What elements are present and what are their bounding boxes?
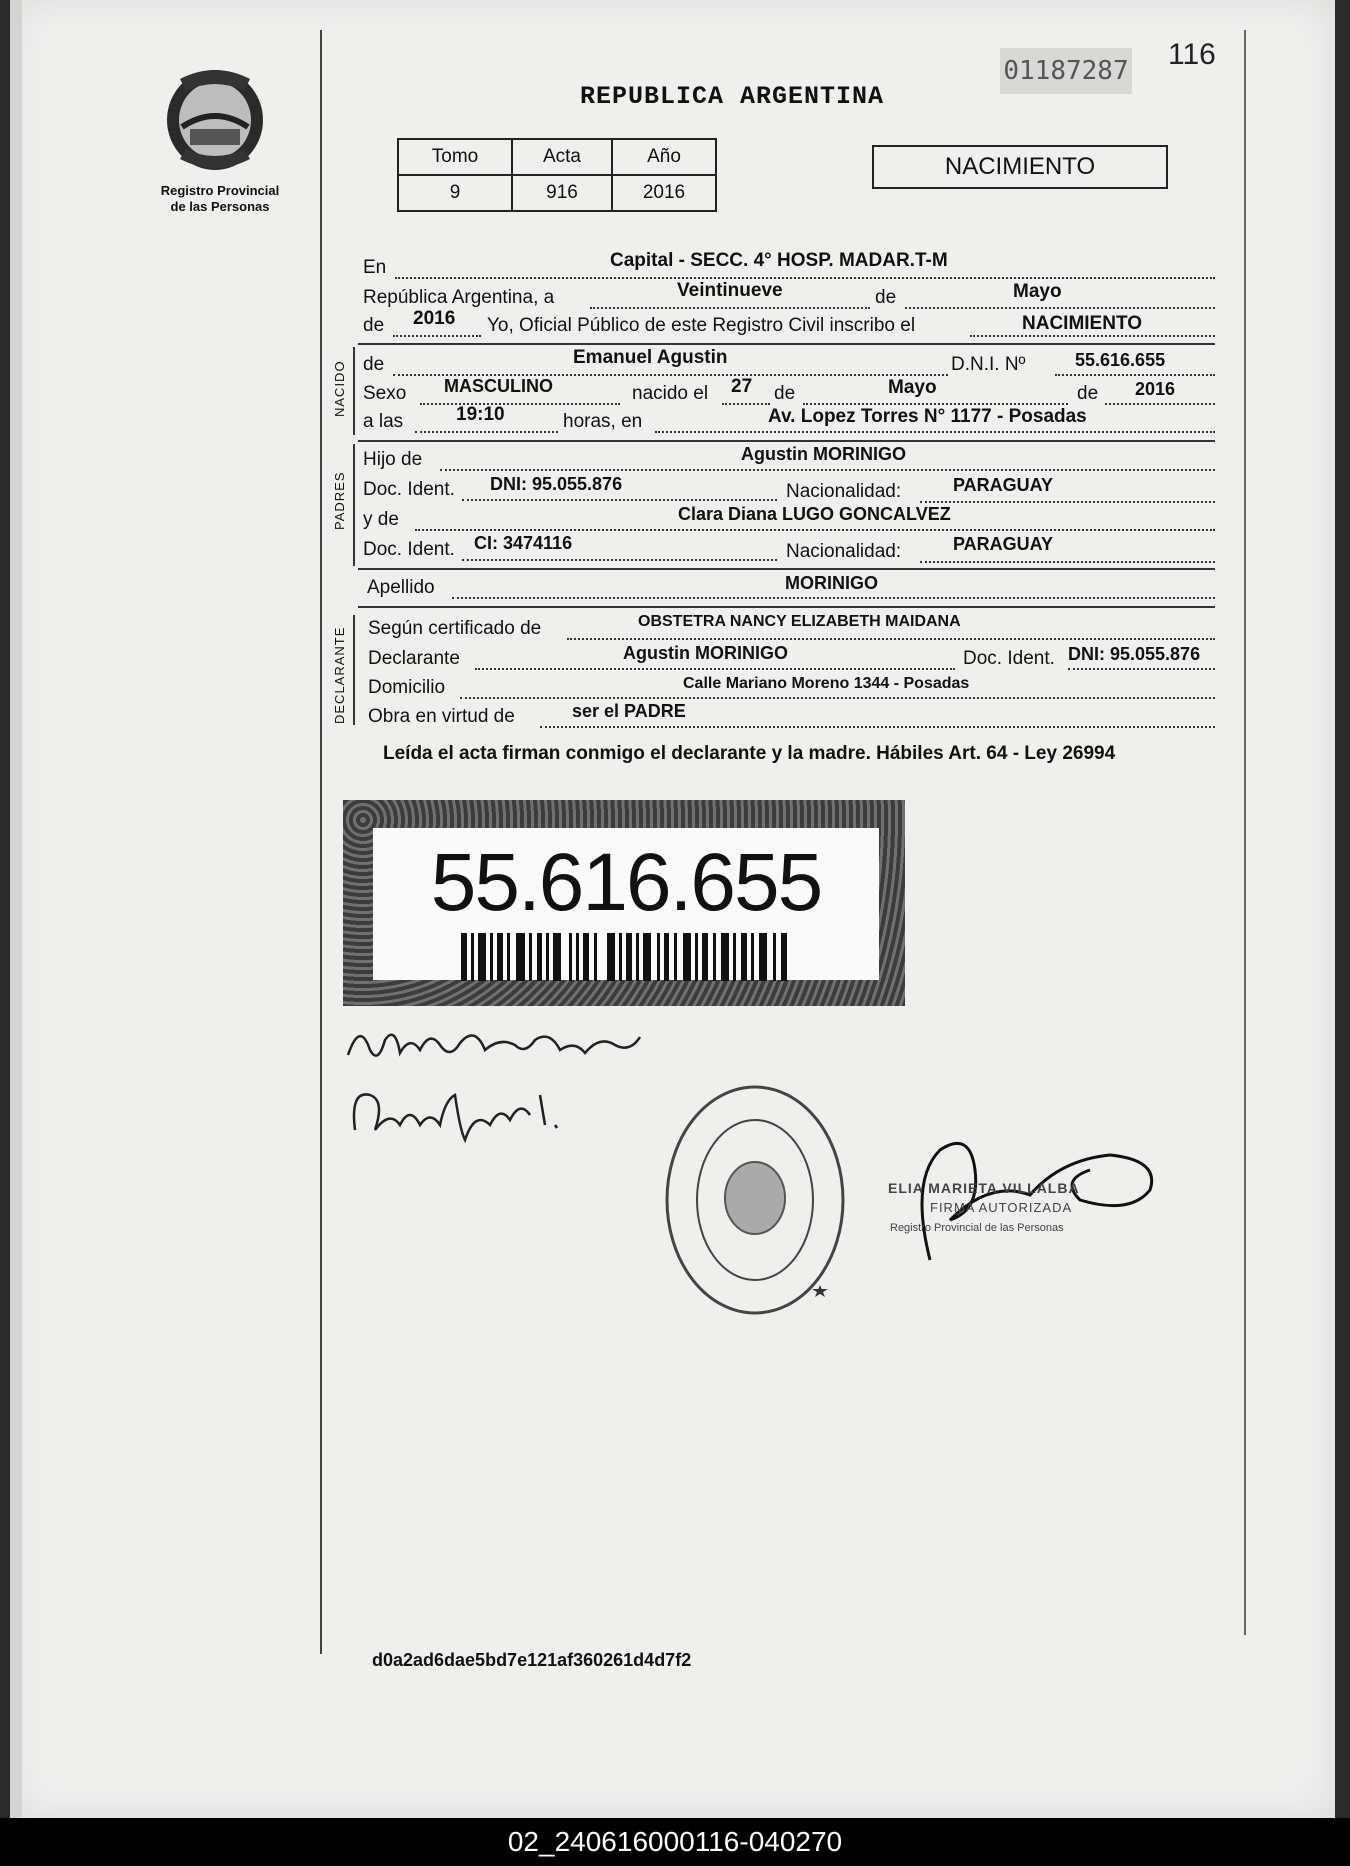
page-edge <box>10 0 22 1818</box>
scan-footer-id: 02_240616000116-040270 <box>0 1818 1350 1866</box>
republica-label: República Argentina, a <box>363 287 555 308</box>
mother-nationality-value: PARAGUAY <box>953 534 1054 554</box>
mother-signature <box>345 1080 585 1150</box>
oficial-text: Yo, Oficial Público de este Registro Civil inscribo el <box>487 315 916 336</box>
document-hash: d0a2ad6dae5bd7e121af360261d4d7f2 <box>372 1650 692 1670</box>
apellido-value: MORINIGO <box>785 573 878 593</box>
father-nationality-value: PARAGUAY <box>953 475 1054 495</box>
certificado-label: Según certificado de <box>368 618 542 639</box>
dotted-line <box>462 499 777 501</box>
sexo-value: MASCULINO <box>444 376 553 396</box>
barcode-icon <box>461 933 791 981</box>
de-label: de <box>363 315 385 336</box>
doc-type-box: NACIMIENTO <box>872 145 1168 189</box>
mother-doc-value: CI: 3474116 <box>474 533 573 553</box>
dotted-line <box>1105 403 1215 405</box>
official-role: FIRMA AUTORIZADA <box>930 1200 1073 1215</box>
sticker-label-area <box>373 828 879 980</box>
place-value: Capital - SECC. 4° HOSP. MADAR.T-M <box>610 250 948 271</box>
table-value-tomo: 9 <box>398 175 512 211</box>
apellido-label: Apellido <box>367 577 435 598</box>
section-bracket <box>353 347 355 435</box>
year-value: 2016 <box>413 308 456 329</box>
lectura-statement: Leída el acta firman conmigo el declarante y la madre. Hábiles Art. 64 - Ley 26994 <box>383 743 1116 764</box>
section-divider <box>358 606 1215 608</box>
nacido-de-label: de <box>363 354 385 375</box>
dotted-line <box>920 561 1215 563</box>
nacido-section-label: NACIDO <box>332 360 347 417</box>
horas-en-label: horas, en <box>563 411 643 432</box>
hijo-de-label: Hijo de <box>363 449 423 470</box>
dotted-line <box>920 501 1215 503</box>
dotted-line <box>460 697 1215 699</box>
de-label: de <box>1077 383 1099 404</box>
child-dni-value: 55.616.655 <box>1075 350 1166 370</box>
child-name-value: Emanuel Agustin <box>573 347 728 368</box>
section-divider <box>358 568 1215 570</box>
section-divider <box>358 343 1215 345</box>
padres-section-label: PADRES <box>332 471 347 530</box>
dotted-line <box>395 277 1215 279</box>
dotted-line <box>393 335 481 337</box>
a-las-label: a las <box>363 411 404 432</box>
dotted-line <box>540 726 1215 728</box>
dotted-line <box>905 307 1215 309</box>
registry-caption-line: Registro Provincial <box>160 183 280 198</box>
day-value: Veintinueve <box>677 280 783 301</box>
birth-month-value: Mayo <box>888 377 937 398</box>
obra-value: ser el PADRE <box>572 701 686 721</box>
tomo-acta-year-table <box>397 138 717 212</box>
dotted-line <box>420 403 620 405</box>
section-bracket <box>353 615 355 725</box>
inscribe-type-value: NACIMIENTO <box>1022 313 1142 334</box>
declarante-doc-label: Doc. Ident. <box>963 648 1055 669</box>
declarante-section-label: DECLARANTE <box>332 626 347 724</box>
en-label: En <box>363 257 387 278</box>
table-header-acta: Acta <box>512 139 612 175</box>
dotted-line <box>567 638 1215 640</box>
dotted-line <box>475 668 955 670</box>
y-de-label: y de <box>363 509 399 530</box>
month-value: Mayo <box>1013 281 1062 302</box>
birth-day-value: 27 <box>731 376 753 397</box>
dotted-line <box>1055 374 1215 376</box>
de-label: de <box>774 383 796 404</box>
table-header-tomo: Tomo <box>398 139 512 175</box>
document-title: REPUBLICA ARGENTINA <box>580 82 885 111</box>
registry-caption-line: de las Personas <box>170 199 270 214</box>
page-number: 116 <box>1168 38 1216 71</box>
obra-label: Obra en virtud de <box>368 706 515 727</box>
mother-doc-label: Doc. Ident. <box>363 539 455 560</box>
dotted-line <box>722 403 770 405</box>
registry-caption <box>140 183 300 215</box>
dotted-line <box>970 335 1215 337</box>
birth-place-value: Av. Lopez Torres N° 1177 - Posadas <box>768 406 1087 427</box>
declarante-doc-value: DNI: 95.055.876 <box>1068 644 1201 664</box>
declarante-value: Agustin MORINIGO <box>623 643 788 663</box>
sexo-label: Sexo <box>363 383 407 404</box>
dotted-line <box>440 469 1215 471</box>
domicilio-label: Domicilio <box>368 677 446 698</box>
official-org: Registro Provincial de las Personas <box>890 1222 1064 1234</box>
mother-nationality-label: Nacionalidad: <box>786 541 902 562</box>
mother-name-value: Clara Diana LUGO GONCALVEZ <box>678 504 951 524</box>
table-value-acta: 916 <box>512 175 612 211</box>
left-margin-line <box>320 30 322 1654</box>
father-doc-label: Doc. Ident. <box>363 479 455 500</box>
dotted-line <box>415 529 1215 531</box>
table-header-year: Año <box>612 139 716 175</box>
registry-seal-icon <box>660 1080 850 1320</box>
dni-label: D.N.I. Nº <box>951 354 1026 375</box>
dotted-line <box>590 307 870 309</box>
birth-year-value: 2016 <box>1135 379 1176 399</box>
domicilio-value: Calle Mariano Moreno 1344 - Posadas <box>683 675 970 692</box>
dotted-line <box>1068 668 1215 670</box>
de-label: de <box>875 287 897 308</box>
misiones-coat-of-arms-icon <box>160 65 270 175</box>
official-name: ELIA MARIETA VILLALBA <box>888 1180 1080 1196</box>
right-margin-line <box>1244 30 1246 1635</box>
sticker-dni-number: 55.616.655 <box>430 837 822 928</box>
section-bracket <box>353 444 355 566</box>
table-value-year: 2016 <box>612 175 716 211</box>
serial-number: 01187287 <box>1000 48 1132 94</box>
declarant-signature <box>340 1015 650 1075</box>
father-nationality-label: Nacionalidad: <box>786 481 902 502</box>
nacido-el-label: nacido el <box>632 383 709 404</box>
father-doc-value: DNI: 95.055.876 <box>490 474 623 494</box>
declarante-label: Declarante <box>368 648 460 669</box>
dotted-line <box>415 431 558 433</box>
dni-sticker <box>343 800 905 1006</box>
section-divider <box>358 440 1215 442</box>
dotted-line <box>655 431 1215 433</box>
dotted-line <box>452 597 1215 599</box>
time-value: 19:10 <box>456 404 505 425</box>
certificado-value: OBSTETRA NANCY ELIZABETH MAIDANA <box>638 613 961 630</box>
dotted-line <box>462 559 777 561</box>
father-name-value: Agustin MORINIGO <box>741 444 906 464</box>
dotted-line <box>803 403 1068 405</box>
